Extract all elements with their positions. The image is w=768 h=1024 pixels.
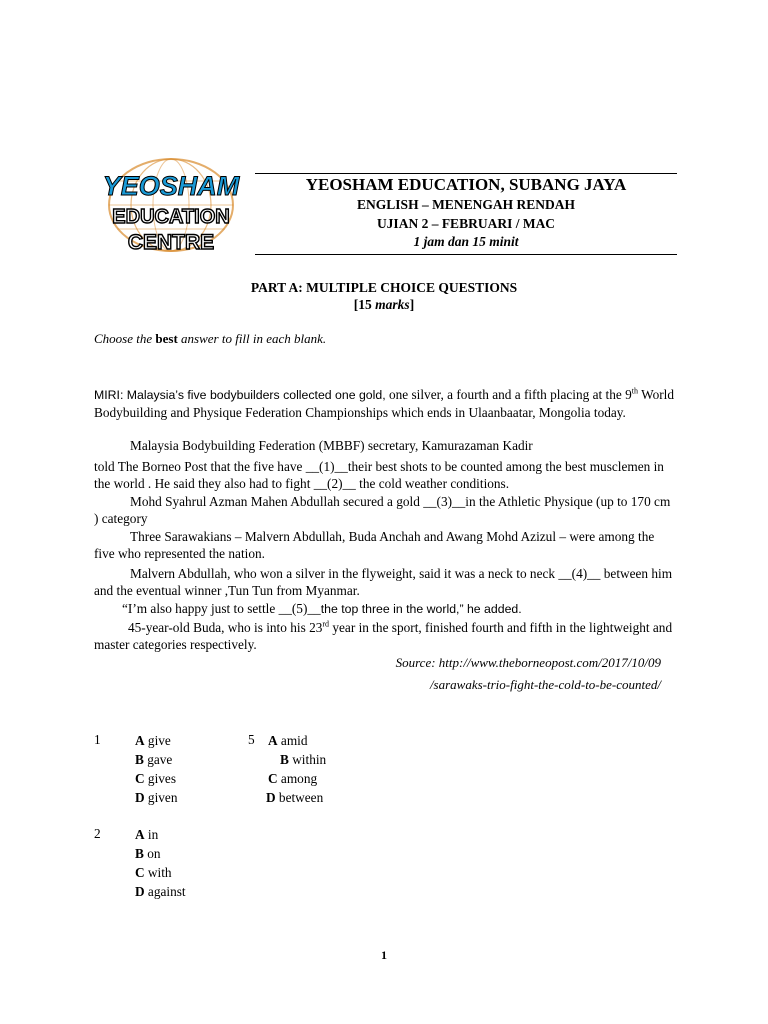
part-marks: [15 marks] <box>353 297 415 312</box>
logo <box>95 155 243 255</box>
question-1-number: 1 <box>94 732 101 747</box>
passage-paragraph-4: Mohd Syahrul Azman Mahen Abdullah secured a gold __(3)__in the Athletic Physique (up to 170 cm ) category <box>94 494 671 526</box>
instruction-pre: Choose the <box>94 331 153 346</box>
marks-number: 15 <box>358 297 372 312</box>
option-row[interactable] <box>135 750 177 769</box>
option-text: among <box>277 771 318 786</box>
p1-rest: one silver, a fourth and a fifth placing at the <box>385 387 626 402</box>
option-text: given <box>144 790 178 805</box>
option-letter: C <box>268 771 278 786</box>
p1-lead: MIRI: Malaysia’s five bodybuilders collected one gold, <box>94 388 386 402</box>
p8-rest: year in the sport, finished fourth and fifth in the lightweight and master categories respectively. <box>94 620 673 652</box>
p1-sup: th <box>631 386 638 396</box>
option-letter: C <box>135 865 145 880</box>
logo-graphic <box>95 155 243 255</box>
question-5-number: 5 <box>248 732 255 747</box>
logo-line3: CENTRE <box>127 231 215 254</box>
option-row[interactable] <box>266 788 326 807</box>
p7-quote: “I’m also happy just to settle __(5)__ <box>122 601 321 616</box>
p7-sans: the top three in the world,” he added. <box>320 602 522 616</box>
logo-line2: EDUCATION <box>112 206 230 228</box>
option-row[interactable] <box>135 882 186 901</box>
option-row[interactable] <box>135 844 186 863</box>
option-text: amid <box>277 733 308 748</box>
option-letter: D <box>266 790 276 805</box>
p8-sup: rd <box>322 619 330 629</box>
option-letter: B <box>135 846 144 861</box>
option-letter: C <box>135 771 145 786</box>
header-bottom-rule <box>255 254 677 255</box>
option-text: gave <box>143 752 173 767</box>
p8-start: 45-year-old Buda, who is into his 23 <box>128 620 323 635</box>
logo-line1: YEOSHAM <box>102 171 240 201</box>
option-text: with <box>144 865 172 880</box>
passage-paragraph-5: Three Sarawakians – Malvern Abdullah, Buda Anchah and Awang Mohd Azizul – were among the five who represented the nation. <box>94 529 655 561</box>
instruction-bold: best <box>155 331 178 346</box>
option-text: give <box>144 733 171 748</box>
option-text: within <box>288 752 327 767</box>
option-letter: D <box>135 884 145 899</box>
passage-paragraph-2: Malaysia Bodybuilding Federation (MBBF) secretary, Kamurazaman Kadir <box>130 438 533 453</box>
option-text: on <box>143 846 161 861</box>
option-row[interactable] <box>268 769 326 788</box>
question-2-number: 2 <box>94 826 101 841</box>
passage-paragraph-7 <box>94 600 676 618</box>
question-1-options <box>135 731 177 807</box>
option-row[interactable] <box>135 825 186 844</box>
page-number: 1 <box>381 948 387 962</box>
header-top-rule <box>255 173 677 174</box>
option-text: between <box>275 790 324 805</box>
option-row[interactable] <box>268 731 326 750</box>
question-2-options <box>135 825 186 901</box>
subject-line: ENGLISH – MENENGAH RENDAH <box>357 197 575 212</box>
passage-paragraph-1 <box>94 386 676 421</box>
passage-paragraph-3: told The Borneo Post that the five have __(1)__their best shots to be counted among the best musclemen in the world . He said they also had to fight __(2)__ the cold weather conditions. <box>94 459 664 491</box>
option-row[interactable] <box>268 750 326 769</box>
option-row[interactable] <box>135 731 177 750</box>
p1-number: 9 <box>625 387 632 402</box>
passage-paragraph-8 <box>94 619 676 653</box>
passage-paragraph-6: Malvern Abdullah, who won a silver in the flyweight, said it was a neck to neck __(4)__ between him and the eventual winner ,Tun Tun from Myanmar. <box>94 566 673 598</box>
instruction <box>94 331 326 347</box>
option-text: gives <box>144 771 177 786</box>
p1-tail: World Bodybuilding and Physique Federation Championships which ends in Ulaanbaatar, Mongolia today. <box>94 387 674 420</box>
option-letter: A <box>135 827 145 842</box>
option-row[interactable] <box>135 769 177 788</box>
option-letter: B <box>280 752 289 767</box>
option-letter: B <box>135 752 144 767</box>
duration-line: 1 jam dan 15 minit <box>413 234 519 249</box>
part-title: PART A: MULTIPLE CHOICE QUESTIONS <box>250 280 518 295</box>
option-letter: A <box>268 733 278 748</box>
option-row[interactable] <box>135 863 186 882</box>
exam-line: UJIAN 2 – FEBRUARI / MAC <box>376 216 556 231</box>
school-title: YEOSHAM EDUCATION, SUBANG JAYA <box>305 175 627 194</box>
option-text: in <box>144 827 159 842</box>
option-letter: D <box>135 790 145 805</box>
option-row[interactable] <box>135 788 177 807</box>
instruction-post: answer to fill in each blank. <box>181 331 327 346</box>
option-text: against <box>144 884 186 899</box>
option-letter: A <box>135 733 145 748</box>
source-line-2: /sarawaks-trio-fight-the-cold-to-be-counted/ <box>429 677 661 692</box>
marks-word: marks <box>375 297 410 312</box>
question-5-options <box>268 731 326 807</box>
source-line-1: Source: http://www.theborneopost.com/2017/10/09 <box>395 655 661 670</box>
